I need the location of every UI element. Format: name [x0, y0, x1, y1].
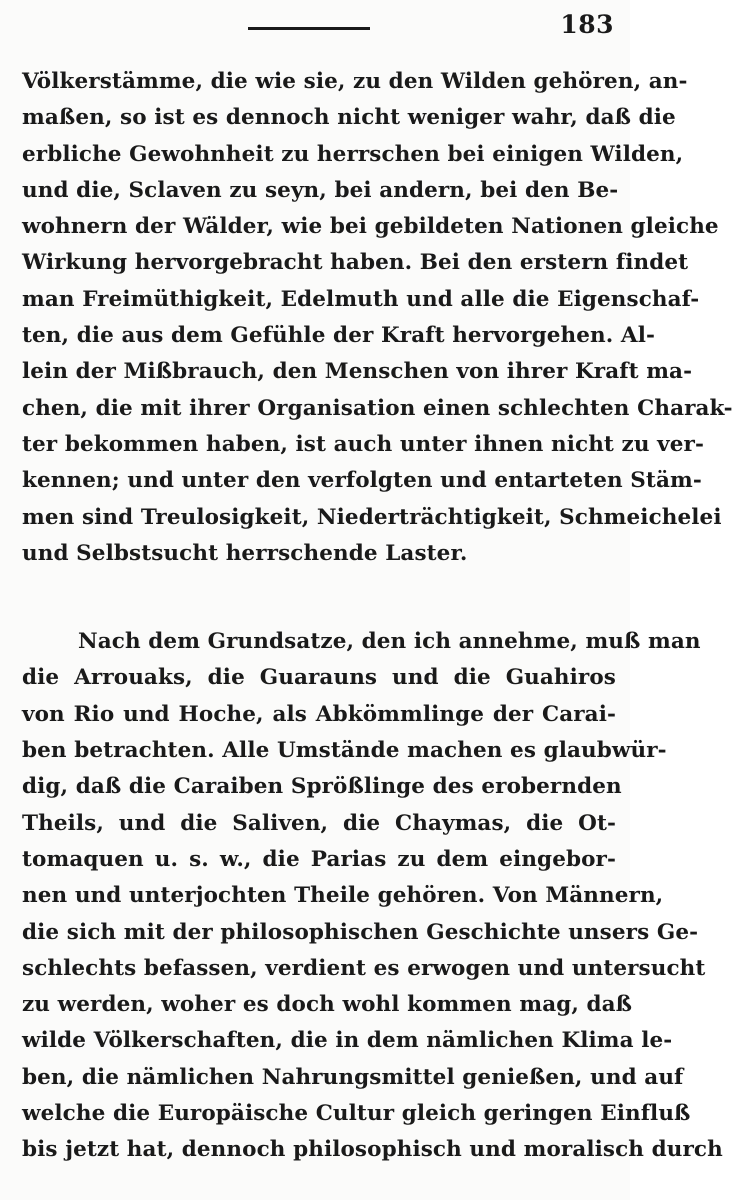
text-line: und Selbstsucht herrschende Laster.	[22, 540, 468, 566]
text-line: die Arrouaks, die Guarauns und die Guahiros	[22, 665, 616, 691]
paragraph-1	[22, 64, 733, 572]
text-line: die sich mit der philosophischen Geschichte unsers Ge-	[22, 919, 699, 945]
text-line: Völkerstämme, die wie sie, zu den Wilden gehören, an-	[22, 69, 688, 94]
text-line: Nach dem Grundsatze, den ich annehme, muß man	[78, 629, 701, 655]
paragraph-2	[22, 624, 723, 1168]
text-line: ter bekommen haben, ist auch unter ihnen nicht zu ver-	[22, 431, 704, 457]
text-line: und die, Sclaven zu seyn, bei andern, bei den Be-	[22, 177, 619, 203]
text-line: ben, die nämlichen Nahrungsmittel genießen, und auf	[22, 1064, 684, 1090]
text-line: tomaquen u. s. w., die Parias zu dem eingebor-	[22, 846, 616, 872]
text-line: maßen, so ist es dennoch nicht weniger wahr, daß die	[22, 105, 676, 131]
body-text	[22, 64, 733, 1169]
text-line: zu werden, woher es doch wohl kommen mag, daß	[22, 992, 633, 1018]
text-line: wohnern der Wälder, wie bei gebildeten Nationen gleiche	[22, 214, 719, 240]
text-line: chen, die mit ihrer Organisation einen schlechten Charak-	[22, 395, 733, 421]
text-line: von Rio und Hoche, als Abkömmlinge der Carai-	[22, 701, 616, 727]
text-line: wilde Völkerschaften, die in dem nämlichen Klima le-	[22, 1028, 673, 1054]
text-line: ten, die aus dem Gefühle der Kraft hervorgehen. Al-	[22, 323, 655, 349]
page-number: 183	[560, 10, 614, 39]
paragraph-gap	[22, 572, 616, 624]
text-line: men sind Treulosigkeit, Niederträchtigkeit, Schmeichelei	[22, 504, 722, 530]
text-line: ben betrachten. Alle Umstände machen es glaubwür-	[22, 738, 667, 764]
text-line: dig, daß die Caraiben Sprößlinge des erobernden	[22, 774, 622, 800]
text-line: Wirkung hervorgebracht haben. Bei den erstern findet	[22, 250, 689, 276]
text-line: nen und unterjochten Theile gehören. Von Männern,	[22, 883, 664, 909]
text-line: Theils, und die Saliven, die Chaymas, die Ot-	[22, 810, 616, 836]
text-line: lein der Mißbrauch, den Menschen von ihrer Kraft ma-	[22, 359, 693, 385]
text-line: man Freimüthigkeit, Edelmuth und alle die Eigenschaf-	[22, 286, 700, 312]
text-line: schlechts befassen, verdient es erwogen und untersucht	[22, 955, 706, 981]
text-line: bis jetzt hat, dennoch philosophisch und moralisch durch	[22, 1137, 723, 1163]
text-line: erbliche Gewohnheit zu herrschen bei einigen Wilden,	[22, 141, 684, 167]
text-line: welche die Europäische Cultur gleich geringen Einfluß	[22, 1101, 691, 1127]
header-rule	[248, 27, 370, 30]
text-line: kennen; und unter den verfolgten und entarteten Stäm-	[22, 468, 702, 494]
